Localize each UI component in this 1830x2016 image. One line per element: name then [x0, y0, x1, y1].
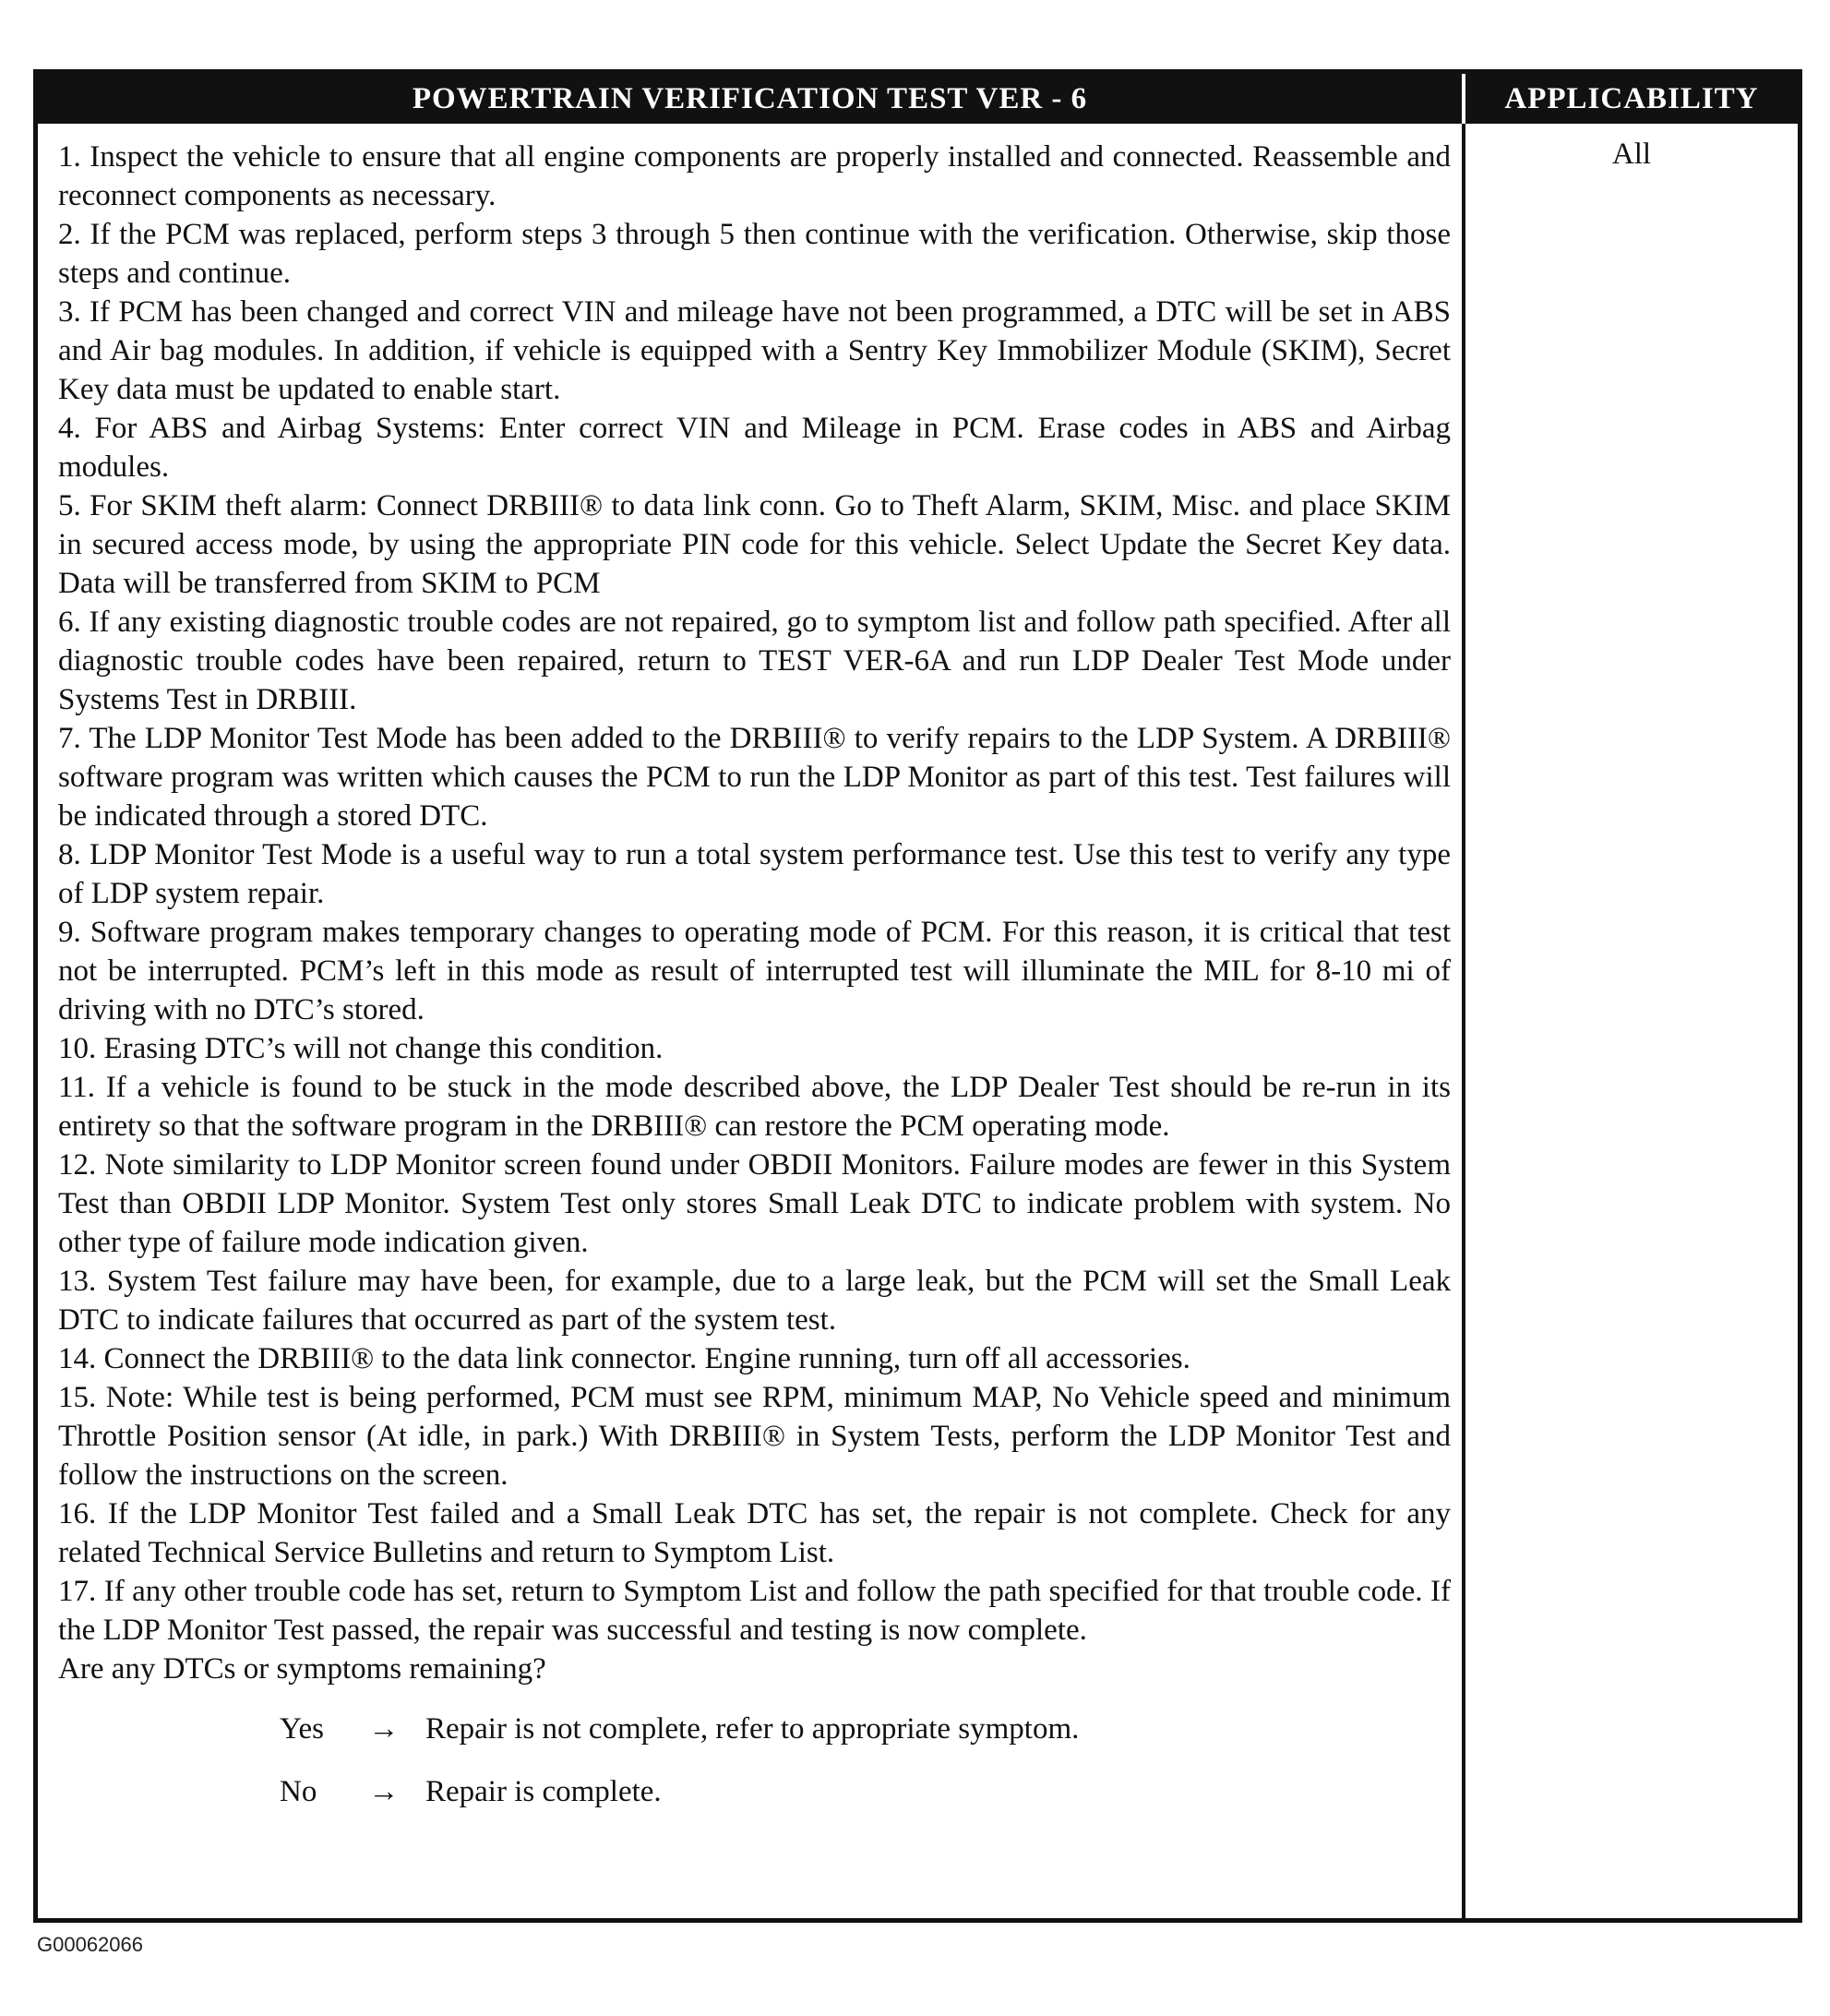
step-3: 3. If PCM has been changed and correct VIN and mileage have not been programmed, a DTC will be set in ABS and Air bag modules. In addition, if vehicle is equipped with a Sentry Key Immobilizer Module (SKIM), Secret Key data must be updated to enable start. — [58, 295, 1451, 406]
applicability-heading: APPLICABILITY — [1504, 82, 1759, 115]
step-list — [58, 138, 1451, 1650]
step-15: 15. Note: While test is being performed, PCM must see RPM, minimum MAP, No Vehicle speed and minimum Throttle Position sensor (At idle, in park.) With DRBIII® in System Tests, perform the LDP Monitor Test and follow the instructions on the screen. — [58, 1381, 1451, 1492]
step-5: 5. For SKIM theft alarm: Connect DRBIII® to data link conn. Go to Theft Alarm, SKIM, Misc. and place SKIM in secured access mode, by using the appropriate PIN code for this vehicle. Select Update the Secret Key data. Data will be transferred from SKIM to PCM — [58, 489, 1451, 600]
applicability-value: All — [1611, 138, 1652, 171]
applicability-column — [1465, 124, 1798, 1918]
answer-yes — [58, 1712, 1451, 1775]
answer-yes-label: Yes — [280, 1712, 325, 1746]
answer-no — [58, 1775, 1451, 1838]
answer-list — [58, 1712, 1451, 1838]
answer-no-label: No — [280, 1775, 317, 1808]
table-body — [38, 124, 1798, 1918]
step-16: 16. If the LDP Monitor Test failed and a Small Leak DTC has set, the repair is not complete. Check for any related Technical Service Bulletins and return to Symptom List. — [58, 1497, 1451, 1569]
table-header — [38, 74, 1798, 124]
step-8: 8. LDP Monitor Test Mode is a useful way to run a total system performance test. Use this test to verify any type of LDP system repair. — [58, 838, 1451, 910]
step-13: 13. System Test failure may have been, for example, due to a large leak, but the PCM will set the Small Leak DTC to indicate failures that occurred as part of the system test. — [58, 1265, 1451, 1337]
step-1: 1. Inspect the vehicle to ensure that all engine components are properly installed and connected. Reassemble and reconnect components as necessary. — [58, 140, 1451, 212]
test-title: POWERTRAIN VERIFICATION TEST VER - 6 — [38, 74, 1465, 124]
step-17: 17. If any other trouble code has set, return to Symptom List and follow the path specified for that trouble code. If the LDP Monitor Test passed, the repair was successful and testing is now complete. — [58, 1575, 1451, 1647]
right-arrow-icon: → — [368, 1775, 400, 1808]
step-14: 14. Connect the DRBIII® to the data link connector. Engine running, turn off all accessories. — [58, 1342, 1190, 1375]
verification-table — [33, 69, 1802, 1923]
procedure-column — [38, 124, 1465, 1918]
answer-no-text: Repair is complete. — [425, 1775, 662, 1808]
step-12: 12. Note similarity to LDP Monitor screen found under OBDII Monitors. Failure modes are fewer in this System Test than OBDII LDP Monitor. System Test only stores Small Leak DTC to indicate problem with system. No other type of failure mode indication given. — [58, 1148, 1451, 1259]
step-9: 9. Software program makes temporary changes to operating mode of PCM. For this reason, it is critical that test not be interrupted. PCM’s left in this mode as result of interrupted test will illuminate the MIL for 8-10 mi of driving with no DTC’s stored. — [58, 916, 1451, 1026]
step-7: 7. The LDP Monitor Test Mode has been added to the DRBIII® to verify repairs to the LDP System. A DRBIII® software program was written which causes the PCM to run the LDP Monitor as part of this test. Test failures will be indicated through a stored DTC. — [58, 722, 1451, 833]
figure-id: G00062066 — [37, 1933, 143, 1956]
step-10: 10. Erasing DTC’s will not change this condition. — [58, 1032, 664, 1065]
right-arrow-icon: → — [368, 1712, 400, 1746]
remaining-question: Are any DTCs or symptoms remaining? — [58, 1652, 546, 1686]
step-11: 11. If a vehicle is found to be stuck in the mode described above, the LDP Dealer Test should be re-run in its entirety so that the software program in the DRBIII® can restore the PCM operating mode. — [58, 1071, 1451, 1143]
step-6: 6. If any existing diagnostic trouble codes are not repaired, go to symptom list and follow path specified. After all diagnostic trouble codes have been repaired, return to TEST VER-6A and run LDP Dealer Test Mode under Systems Test in DRBIII. — [58, 606, 1451, 716]
answer-yes-text: Repair is not complete, refer to appropriate symptom. — [425, 1712, 1080, 1746]
step-4: 4. For ABS and Airbag Systems: Enter correct VIN and Mileage in PCM. Erase codes in ABS and Airbag modules. — [58, 412, 1451, 484]
step-2: 2. If the PCM was replaced, perform steps 3 through 5 then continue with the verification. Otherwise, skip those steps and continue. — [58, 218, 1451, 290]
